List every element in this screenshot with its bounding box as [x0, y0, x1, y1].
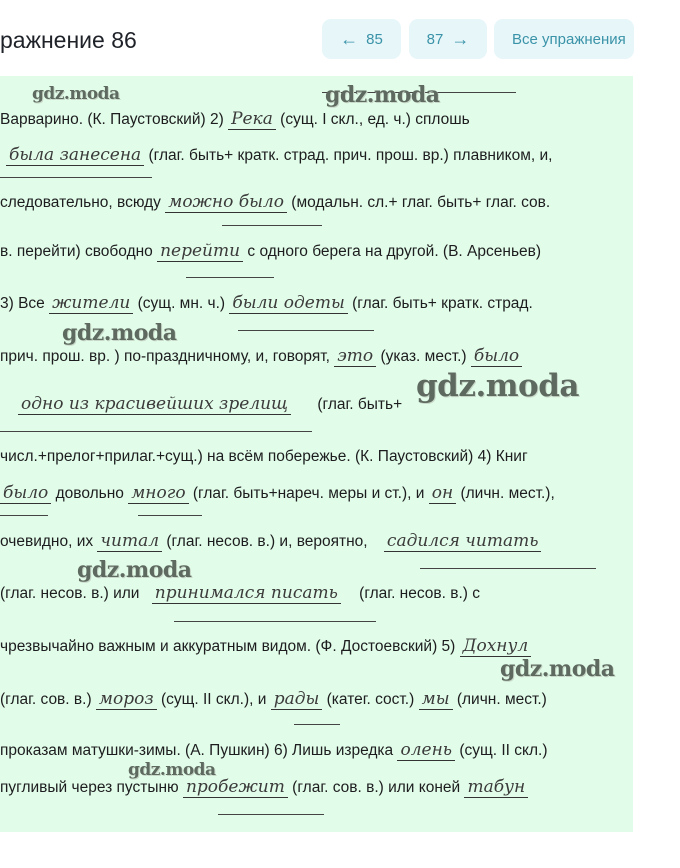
handwritten-answer: мы	[419, 689, 453, 710]
text-run: довольно	[51, 485, 129, 502]
text-run: (сущ. I скл., ед. ч.) сплошь	[275, 111, 470, 128]
text-run: (сущ. II скл.)	[455, 742, 548, 759]
text-run: в. перейти) свободно	[0, 243, 158, 260]
text-run: (модальн. сл.+ глаг. быть+ глаг. сов.	[287, 194, 551, 211]
handwritten-answer: табун	[464, 777, 528, 798]
handwritten-answer: Дохнул	[460, 636, 532, 657]
text-run: очевидно, их	[0, 533, 98, 550]
text-run: (глаг. быть+ кратк. страд.	[347, 295, 533, 312]
arrow-right-icon: →	[451, 29, 470, 49]
solution-line	[0, 531, 541, 552]
answer-underline	[138, 515, 202, 516]
text-run: (личн. мест.)	[452, 691, 547, 708]
text-run: (глаг. быть+	[313, 396, 403, 413]
text-run: с одного берега на другой. (В. Арсеньев)	[243, 243, 542, 260]
watermark: gdz.moda	[32, 84, 120, 104]
text-run: (указ. мест.)	[376, 348, 471, 365]
text-run: (глаг. быть+нареч. меры и ст.), и	[188, 485, 429, 502]
handwritten-answer: мороз	[96, 689, 157, 710]
handwritten-answer: можно было	[165, 192, 287, 213]
solution-line	[0, 689, 547, 710]
exercise-solution-image	[0, 60, 633, 832]
handwritten-answer: было	[0, 483, 51, 504]
answer-underline	[218, 814, 324, 815]
watermark: gdz.moda	[128, 760, 216, 780]
answer-underline	[238, 330, 374, 331]
text-run: Варварино. (К. Паустовский) 2)	[0, 111, 229, 128]
text-run: (глаг. быть+ кратк. страд. прич. прош. вр.) плавником, и,	[144, 147, 553, 164]
solution-line	[0, 583, 480, 604]
answer-underline	[0, 177, 152, 178]
solution-line	[0, 346, 522, 367]
solution-line	[0, 740, 548, 761]
handwritten-answer: перейти	[157, 241, 243, 262]
text-run: (личн. мест.),	[456, 485, 555, 502]
handwritten-answer: Река	[228, 109, 276, 130]
handwritten-answer: много	[128, 483, 188, 504]
solution-line	[0, 636, 531, 657]
solution-line	[0, 777, 528, 798]
text-run: пугливый через пустыню	[0, 779, 183, 796]
text-run: (глаг. несов. в.) с	[354, 585, 481, 602]
previous-exercise-label: 85	[366, 30, 383, 48]
handwritten-answer: это	[334, 346, 376, 367]
page-title: ражнение 86	[0, 27, 137, 53]
handwritten-answer: принимался писать	[152, 583, 341, 604]
handwritten-answer: читал	[97, 531, 162, 552]
answer-underline	[222, 225, 322, 226]
text-run: числ.+прелог+прилаг.+сущ.) на всём побережье. (К. Паустовский) 4) Книг	[0, 448, 528, 465]
solution-line	[0, 109, 470, 130]
text-run: 3) Все	[0, 295, 50, 312]
handwritten-answer: одно из красивейших зрелищ	[18, 394, 291, 415]
handwritten-answer: он	[429, 483, 456, 504]
answer-underline	[420, 568, 596, 569]
handwritten-answer: были одеты	[229, 293, 347, 314]
solution-line	[0, 447, 528, 467]
answer-underline	[294, 724, 340, 725]
solution-line	[0, 192, 550, 213]
text-run: (глаг. сов. в.)	[0, 691, 96, 708]
watermark: gdz.moda	[416, 368, 579, 404]
text-run: (глаг. сов. в.) или коней	[287, 779, 465, 796]
exercise-header	[0, 0, 680, 76]
handwritten-answer: рады	[271, 689, 323, 710]
watermark: gdz.moda	[500, 656, 615, 682]
previous-exercise-button[interactable]	[322, 19, 401, 59]
answer-underline	[174, 621, 376, 622]
text-run: проказам матушки-зимы. (А. Пушкин) 6) Лишь изредка	[0, 742, 398, 759]
text-run: (катег. сост.)	[322, 691, 419, 708]
watermark: gdz.moda	[77, 557, 192, 583]
next-exercise-button[interactable]	[409, 19, 487, 59]
text-run: (сущ. II скл.), и	[156, 691, 271, 708]
text-run: чрезвычайно важным и аккуратным видом. (Ф. Достоевский) 5)	[0, 638, 460, 655]
answer-underline	[0, 515, 48, 516]
solution-line	[18, 394, 402, 415]
all-exercises-button[interactable]	[494, 19, 634, 59]
all-exercises-label: Все упражнения	[512, 30, 626, 48]
text-run: прич. прош. вр. ) по-праздничному, и, говорят,	[0, 348, 335, 365]
text-run: (глаг. несов. в.) и, вероятно,	[162, 533, 372, 550]
text-run: (сущ. мн. ч.)	[133, 295, 230, 312]
solution-line	[0, 241, 541, 262]
next-exercise-label: 87	[426, 30, 444, 48]
answer-underline	[0, 431, 312, 432]
solution-line	[0, 483, 555, 504]
text-run: следовательно, всюду	[0, 194, 166, 211]
handwritten-answer: садился читать	[384, 531, 542, 552]
handwritten-answer: олень	[397, 740, 455, 761]
solution-line	[6, 145, 552, 166]
handwritten-answer: пробежит	[183, 777, 288, 798]
text-run: (глаг. несов. в.) или	[0, 585, 144, 602]
handwritten-answer: жители	[49, 293, 133, 314]
watermark: gdz.moda	[325, 82, 440, 108]
handwritten-answer: было	[471, 346, 522, 367]
answer-underline	[186, 277, 274, 278]
watermark: gdz.moda	[62, 320, 177, 346]
solution-line	[0, 293, 533, 314]
handwritten-answer: была занесена	[6, 145, 144, 166]
arrow-left-icon: ←	[340, 29, 359, 49]
